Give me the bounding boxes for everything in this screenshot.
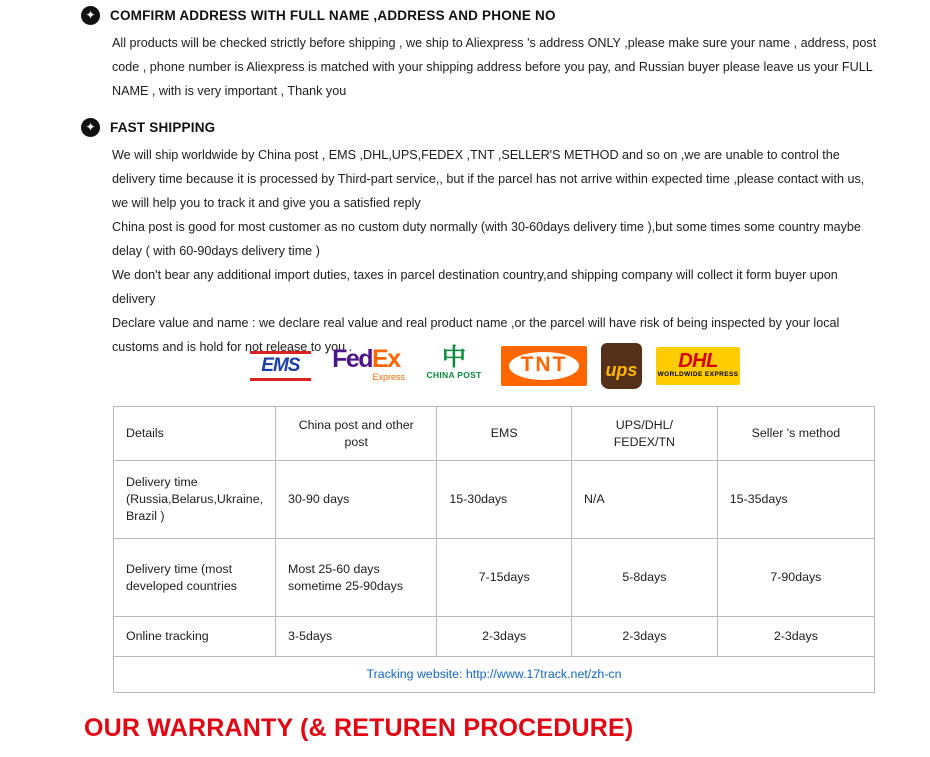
tracking-website-row [114, 657, 875, 693]
ems-logo [250, 351, 311, 381]
section-title: COMFIRM ADDRESS WITH FULL NAME ,ADDRESS AND PHONE NO [110, 8, 556, 23]
star-bullet-icon [81, 6, 100, 25]
courier-logo-strip [250, 340, 740, 392]
star-bullet-icon [81, 118, 100, 137]
table-cell: 30-90 days [276, 461, 437, 539]
table-header-row [114, 407, 875, 461]
table-row-label: Delivery time (Russia,Belarus,Ukraine, Brazil ) [114, 461, 276, 539]
section-header [81, 6, 881, 25]
table-cell: 7-15days [437, 539, 572, 617]
china-post-label: CHINA POST [426, 370, 482, 380]
ups-logo-label: ups [605, 360, 638, 380]
table-cell: 15-35days [717, 461, 874, 539]
fedex-logo [325, 346, 407, 386]
table-cell: Most 25-60 days sometime 25-90days [276, 539, 437, 617]
section-title: FAST SHIPPING [110, 120, 216, 135]
fedex-logo-part2: Ex [372, 345, 400, 373]
section-fast-shipping [81, 118, 881, 359]
table-cell: 5-8days [571, 539, 717, 617]
dhl-logo-label: DHL [678, 350, 718, 372]
china-post-logo [421, 344, 487, 388]
table-row [114, 461, 875, 539]
tnt-logo-label: TNT [509, 352, 580, 380]
table-cell: 2-3days [437, 617, 572, 657]
table-cell: N/A [571, 461, 717, 539]
table-header-cell: Details [114, 407, 276, 461]
paragraph: All products will be checked strictly before shipping , we ship to Aliexpress 's address ONLY ,please make sure your name , address, post code , phone number is Aliexpress is matched with your shipping address before you pay, and Russian buyer please leave us your FULL NAME , with is very important , Thank you [112, 36, 877, 98]
dhl-logo [656, 347, 740, 385]
paragraph: We don't bear any additional import duties, taxes in parcel destination country,and shipping company will collect it form buyer upon delivery [112, 268, 838, 306]
table-header-cell: Seller 's method [717, 407, 874, 461]
paragraph: Declare value and name : we declare real value and real product name ,or the parcel will have risk of being inspected by your local customs and is hold for not release to you . [112, 316, 840, 354]
warranty-heading: OUR WARRANTY (& RETUREN PROCEDURE) [84, 714, 634, 742]
ups-logo [601, 343, 642, 389]
section-header [81, 118, 881, 137]
fedex-logo-part1: Fed [332, 345, 373, 373]
section-confirm-address [81, 6, 881, 103]
dhl-logo-sub: WORLDWIDE EXPRESS [657, 371, 739, 378]
table-header-cell: China post and other post [276, 407, 437, 461]
table-cell: 15-30days [437, 461, 572, 539]
table-cell: 2-3days [717, 617, 874, 657]
ems-logo-label: EMS [261, 355, 300, 376]
table-header-cell: EMS [437, 407, 572, 461]
table-row [114, 617, 875, 657]
table-row [114, 539, 875, 617]
table-row-label: Delivery time (most developed countries [114, 539, 276, 617]
table-row-label: Online tracking [114, 617, 276, 657]
table-header-cell: UPS/DHL/ FEDEX/TN [571, 407, 717, 461]
tracking-website-link[interactable]: Tracking website: http://www.17track.net/zh-cn [114, 657, 875, 693]
delivery-time-table [113, 406, 875, 693]
section-body [112, 31, 881, 103]
china-post-mark: 中 [442, 343, 467, 371]
paragraph: China post is good for most customer as no custom duty normally (with 30-60days delivery time ),but some times some country maybe delay ( with 60-90days delivery time ) [112, 220, 861, 258]
delivery-time-table-wrapper [113, 406, 875, 693]
fedex-logo-sub: Express [372, 372, 405, 382]
tnt-logo [501, 346, 587, 386]
table-cell: 7-90days [717, 539, 874, 617]
section-body [112, 143, 881, 359]
paragraph: We will ship worldwide by China post , EMS ,DHL,UPS,FEDEX ,TNT ,SELLER'S METHOD and so on ,we are unable to control the delivery time because it is processed by Third-part service,, but if the parcel has not arrive within expected time ,please contact with us, we will help you to track it and give you a satisfied reply [112, 148, 865, 210]
table-cell: 2-3days [571, 617, 717, 657]
table-cell: 3-5days [276, 617, 437, 657]
